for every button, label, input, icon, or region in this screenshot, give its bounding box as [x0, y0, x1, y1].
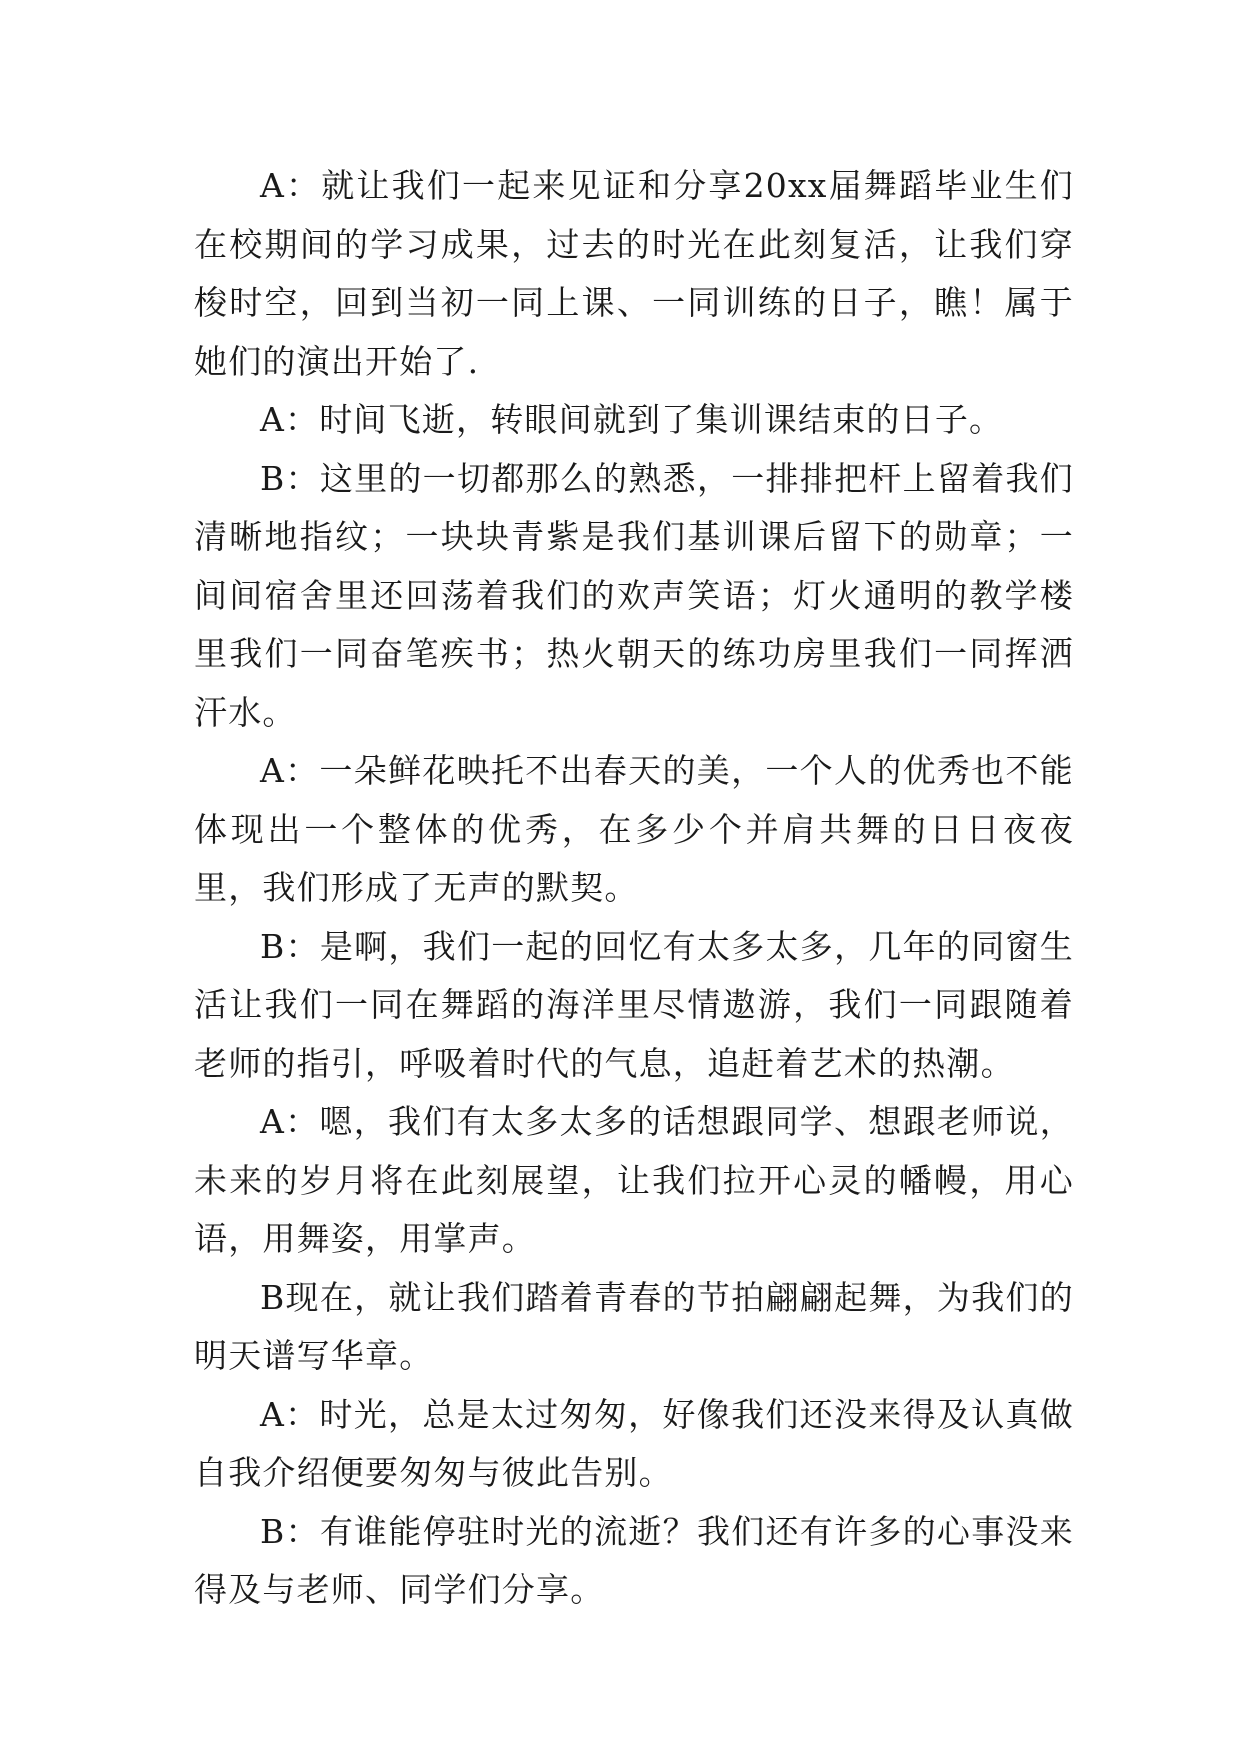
paragraph-4: A：一朵鲜花映托不出春天的美，一个人的优秀也不能体现出一个整体的优秀，在多少个并肩共舞的日日夜夜里，我们形成了无声的默契。 [194, 751, 1074, 907]
paragraph-7: B现在，就让我们踏着青春的节拍翩翩起舞，为我们的明天谱写华章。 [194, 1277, 1074, 1375]
paragraph-1: A：就让我们一起来见证和分享20xx届舞蹈毕业生们在校期间的学习成果，过去的时光在此刻复活，让我们穿梭时空，回到当初一同上课、一同训练的日子，瞧！属于她们的演出开始了. [194, 166, 1074, 381]
paragraph-5: B：是啊，我们一起的回忆有太多太多，几年的同窗生活让我们一同在舞蹈的海洋里尽情遨游，我们一同跟随着老师的指引，呼吸着时代的气息，追赶着艺术的热潮。 [194, 926, 1074, 1083]
paragraph-9: B：有谁能停驻时光的流逝？我们还有许多的心事没来得及与老师、同学们分享。 [194, 1511, 1074, 1609]
paragraph-3: B：这里的一切都那么的熟悉，一排排把杆上留着我们清晰地指纹；一块块青紫是我们基训课后留下的勋章；一间间宿舍里还回荡着我们的欢声笑语；灯火通明的教学楼里我们一同奋笔疾书；热火朝天的练功房里我们一同挥洒汗水。 [194, 458, 1074, 732]
paragraph-8: A：时光，总是太过匆匆，好像我们还没来得及认真做自我介绍便要匆匆与彼此告别。 [194, 1394, 1074, 1492]
paragraph-6: A：嗯，我们有太多太多的话想跟同学、想跟老师说，未来的岁月将在此刻展望，让我们拉开心灵的幡幔，用心语，用舞姿，用掌声。 [194, 1102, 1074, 1258]
paragraph-2: A：时间飞逝，转眼间就到了集训课结束的日子。 [260, 400, 1004, 439]
document-body [194, 157, 1074, 1620]
